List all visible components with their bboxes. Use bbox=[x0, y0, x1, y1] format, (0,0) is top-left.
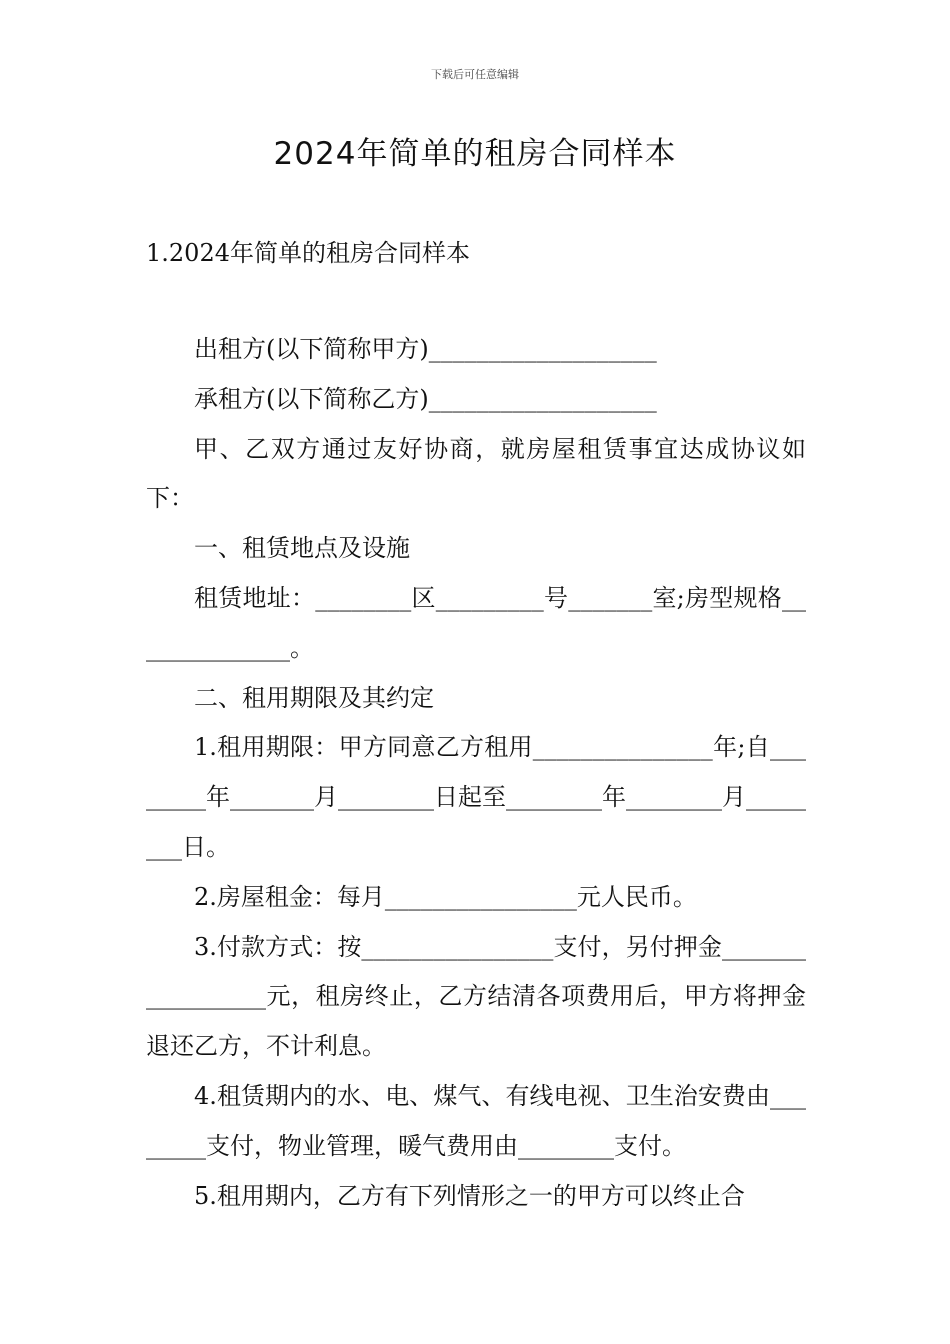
paragraph-lessor: 出租方(以下简称甲方)___________________ bbox=[194, 335, 657, 363]
paragraph-rent: 2.房屋租金：每月________________元人民币。 bbox=[194, 882, 697, 911]
paragraph-termination: 5.租用期内，乙方有下列情形之一的甲方可以终止合 bbox=[194, 1181, 745, 1210]
document-body bbox=[146, 325, 806, 1221]
paragraph-lessee: 承租方(以下简称乙方)___________________ bbox=[194, 384, 657, 413]
header-note: 下载后可任意编辑 bbox=[431, 68, 519, 81]
document-title: 2024年简单的租房合同样本 bbox=[273, 136, 677, 172]
clause-heading-term: 二、租用期限及其约定 bbox=[194, 683, 434, 712]
paragraph-agreement-intro: 甲、乙双方通过友好协商，就房屋租赁事宜达成协议如下： bbox=[146, 434, 806, 513]
paragraph-utilities: 4.租赁期内的水、电、煤气、有线电视、卫生治安费由________支付，物业管理，暖气费用由________支付。 bbox=[146, 1081, 806, 1160]
section-heading: 1.2024年简单的租房合同样本 bbox=[146, 239, 470, 267]
paragraph-address: 租赁地址：________区_________号_______室;房型规格______________。 bbox=[146, 583, 806, 662]
paragraph-term: 1.租用期限：甲方同意乙方租用_______________年;自________年_______月________日起至________年________月________日。 bbox=[146, 733, 806, 861]
clause-heading-location: 一、租赁地点及设施 bbox=[194, 534, 410, 563]
paragraph-payment: 3.付款方式：按________________支付，另付押金_________________元，租房终止，乙方结清各项费用后，甲方将押金退还乙方，不计利息。 bbox=[146, 932, 806, 1061]
